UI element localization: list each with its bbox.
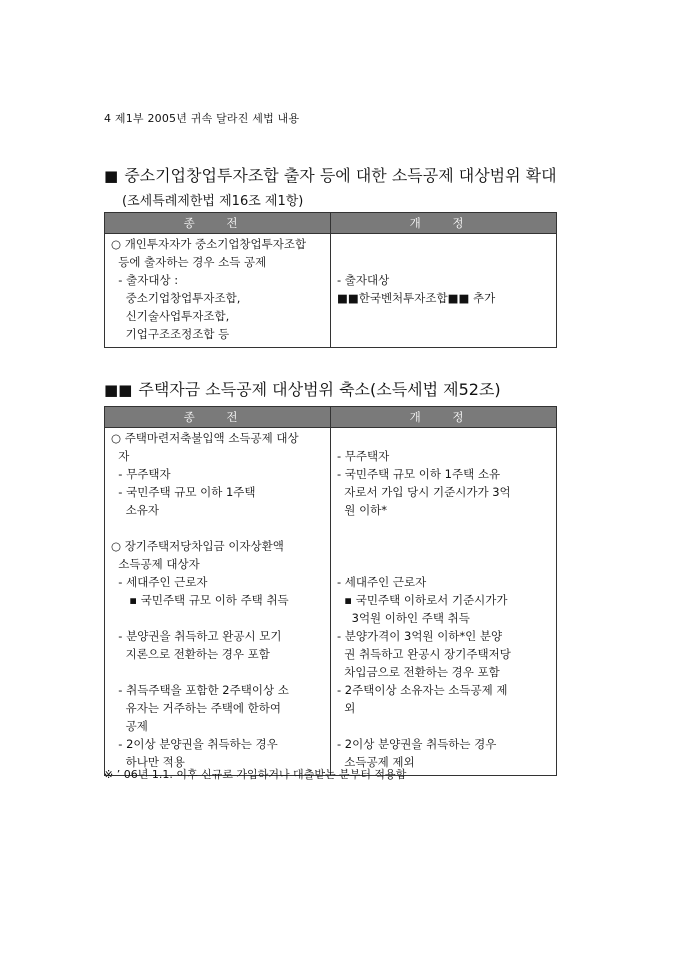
text-line: 유자는 거주하는 주택에 한하여	[111, 701, 282, 715]
text-line: - 무주택자	[111, 467, 171, 481]
text-line	[337, 717, 552, 735]
section1-table	[104, 212, 557, 348]
section2-title	[104, 377, 501, 400]
text-line: - 분양권을 취득하고 완공시 모기	[111, 629, 282, 643]
text-line: 소득공제 제외	[337, 755, 415, 769]
footnote: ※ ’ 06년 1.1. 이후 신규로 가입하거나 대출받는 분부터 적용함	[104, 768, 407, 781]
section2-title-text: 주택자금 소득공제 대상범위 축소(소득세법 제52조)	[138, 380, 501, 399]
text-line	[337, 519, 552, 537]
running-header: 4 제1부 2005년 귀속 달라진 세법 내용	[104, 112, 300, 125]
text-line: - 세대주인 근로자	[337, 575, 427, 589]
text-line: 지론으로 전환하는 경우 포함	[111, 647, 270, 661]
text-line: 공제	[111, 719, 148, 733]
text-line: 자로서 가입 당시 기준시가가 3억	[337, 485, 511, 499]
text-line: 소유자	[111, 503, 159, 517]
text-line: ○ 장기주택저당차입금 이자상환액	[111, 539, 284, 553]
text-line: - 세대주인 근로자	[111, 575, 208, 589]
text-line: - 국민주택 규모 이하 1주택	[111, 485, 256, 499]
text-line	[337, 253, 552, 271]
square-bullet-icon: ■■	[104, 381, 133, 399]
text-line: 하나만 적용	[111, 755, 185, 769]
text-line	[337, 555, 552, 573]
text-line	[337, 235, 552, 253]
text-line: - 2주택이상 소유자는 소득공제 제	[337, 683, 508, 697]
new-cell	[331, 234, 557, 348]
text-line: 등에 출자하는 경우 소득 공제	[111, 255, 267, 269]
text-line: ■■한국벤처투자조합■■ 추가	[337, 291, 496, 305]
section1-subtitle: (조세특례제한법 제16조 제1항)	[122, 194, 304, 209]
text-line: - 분양가격이 3억원 이하*인 분양	[337, 629, 503, 643]
text-line: - 무주택자	[337, 449, 390, 463]
text-line	[337, 429, 552, 447]
text-line: 원 이하*	[337, 503, 388, 517]
text-line: - 출자대상	[337, 273, 390, 287]
text-line: 차입금으로 전환하는 경우 포함	[337, 665, 500, 679]
text-line: 외	[337, 701, 356, 715]
section1-title	[104, 163, 557, 186]
text-line: ○ 주택마련저축불입액 소득공제 대상	[111, 431, 299, 445]
text-line	[111, 663, 326, 681]
old-cell	[105, 234, 331, 348]
text-line: 소득공제 대상자	[111, 557, 200, 571]
section1-title-text: 중소기업창업투자조합 출자 등에 대한 소득공제 대상범위 확대	[124, 166, 557, 185]
text-line	[111, 609, 326, 627]
text-line: - 2이상 분양권을 취득하는 경우	[111, 737, 278, 751]
square-bullet-icon: ■	[104, 167, 119, 185]
text-line	[337, 537, 552, 555]
text-line: - 2이상 분양권을 취득하는 경우	[337, 737, 497, 751]
text-line: ▪ 국민주택 규모 이하 주택 취득	[111, 593, 289, 607]
new-cell	[331, 428, 557, 776]
old-cell	[105, 428, 331, 776]
text-line: ▪ 국민주택 이하로서 기준시가가	[337, 593, 508, 607]
text-line: 기업구조조정조합 등	[111, 327, 230, 341]
text-line: 신기술사업투자조합,	[111, 309, 230, 323]
text-line: - 출자대상 :	[111, 273, 179, 287]
text-line: 자	[111, 449, 130, 463]
text-line: ○ 개인투자자가 중소기업창업투자조합	[111, 237, 307, 251]
text-line	[111, 519, 326, 537]
col-new-header: 개 정	[331, 407, 557, 428]
col-new-header: 개 정	[331, 213, 557, 234]
text-line: 권 취득하고 완공시 장기주택저당	[337, 647, 511, 661]
text-line: 중소기업창업투자조합,	[111, 291, 241, 305]
col-old-header: 종 전	[105, 407, 331, 428]
section2-table	[104, 406, 557, 776]
text-line: - 국민주택 규모 이하 1주택 소유	[337, 467, 501, 481]
text-line: 3억원 이하인 주택 취득	[337, 611, 470, 625]
col-old-header: 종 전	[105, 213, 331, 234]
text-line: - 취득주택을 포함한 2주택이상 소	[111, 683, 289, 697]
